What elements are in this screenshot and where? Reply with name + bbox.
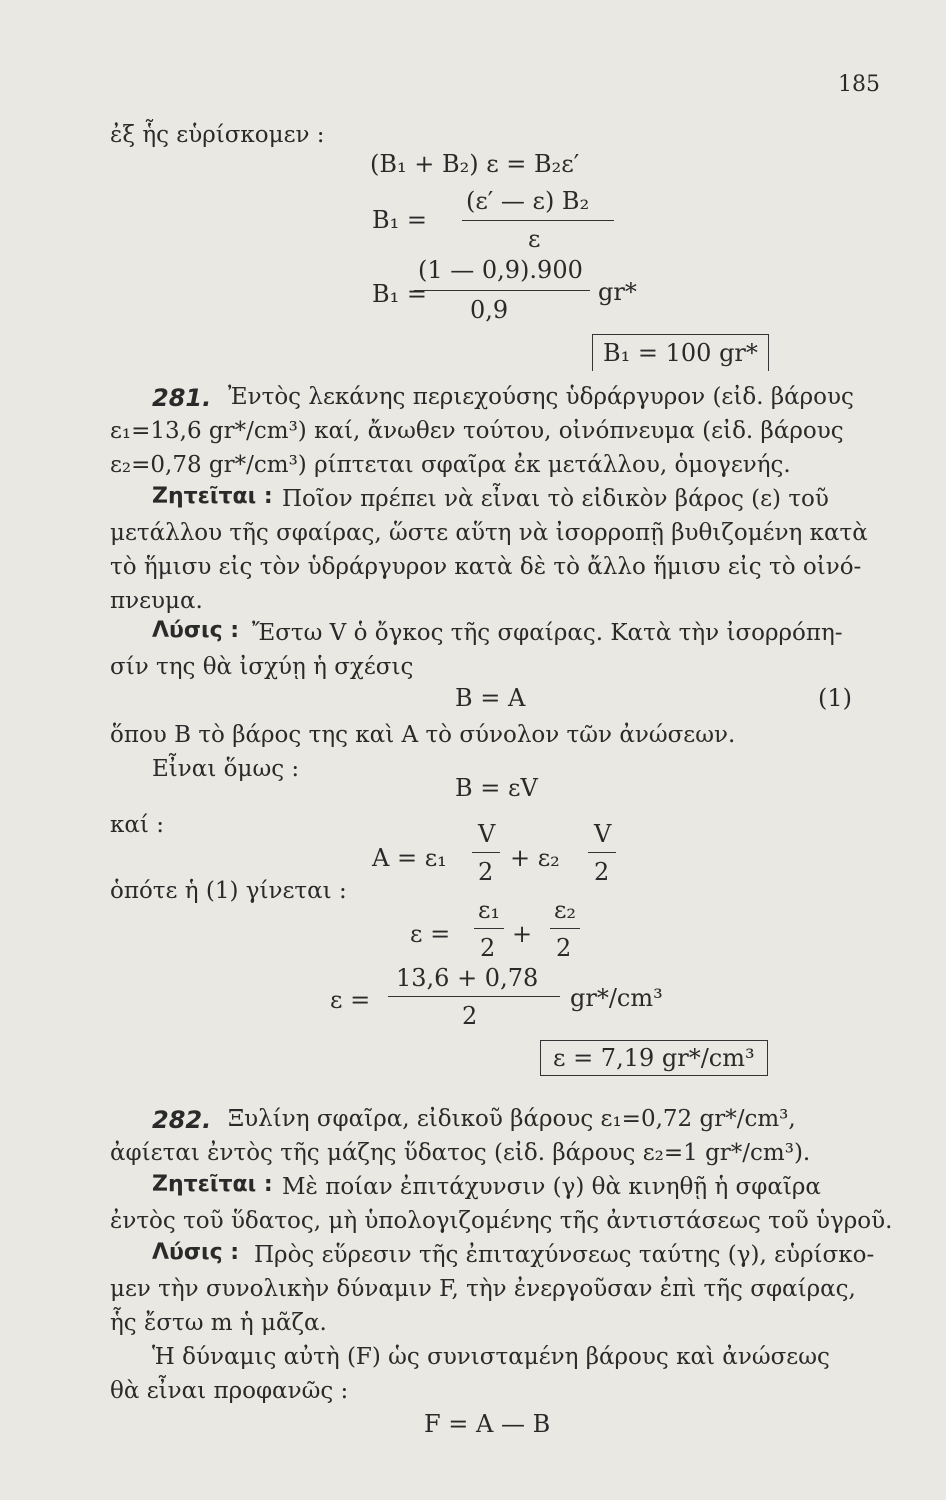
- problem-281-line-1: Ἐντὸς λεκάνης περιεχούσης ὑδράργυρον (εἰδ. βάρους: [228, 384, 854, 410]
- equation-E-numerator-1: ε₁: [478, 896, 501, 924]
- problem-282-asked-line-1: Μὲ ποίαν ἐπιτάχυνσιν (γ) θὰ κινηθῇ ἡ σφαῖρα: [282, 1174, 821, 1200]
- problem-281-line-2: ε₁=13,6 gr*/cm³) καί, ἄνωθεν τούτου, οἰνόπνευμα (εἰδ. βάρους: [110, 418, 844, 444]
- equation-balance-tag: (1): [818, 684, 852, 712]
- problem-281-solution-label: Λύσις :: [152, 618, 240, 643]
- equation-weight: B = εV: [455, 774, 538, 802]
- problem-281-number: 281.: [152, 384, 212, 412]
- equation-A-denominator-1: 2: [478, 858, 494, 886]
- force-line-2: θὰ εἶναι προφανῶς :: [110, 1378, 349, 1404]
- problem-281-asked-line-2: μετάλλου τῆς σφαίρας, ὥστε αὕτη νὰ ἰσορροπῇ βυθιζομένη κατὰ: [110, 520, 868, 546]
- equation-3-denominator: 0,9: [470, 296, 509, 324]
- problem-282-line-1: Ξυλίνη σφαῖρα, εἰδικοῦ βάρους ε₁=0,72 gr*/cm³,: [228, 1106, 796, 1132]
- equation-A-numerator-1: V: [478, 820, 496, 848]
- problem-282-solution-line-3: ἧς ἔστω m ἡ μᾶζα.: [110, 1310, 327, 1336]
- equation-E2-fraction-bar: [388, 996, 560, 997]
- problem-282-number: 282.: [152, 1106, 212, 1134]
- equation-E-lhs: ε =: [410, 920, 451, 948]
- problem-281-asked-label: Ζητεῖται :: [152, 484, 273, 509]
- hence-line: ὁπότε ἡ (1) γίνεται :: [110, 878, 347, 904]
- problem-282-line-2: ἀφίεται ἐντὸς τῆς μάζης ὕδατος (εἰδ. βάρους ε₂=1 gr*/cm³).: [110, 1140, 811, 1166]
- equation-E2-numerator: 13,6 + 0,78: [396, 964, 539, 992]
- equation-force: F = A — B: [424, 1410, 551, 1438]
- problem-281-asked-line-4: πνευμα.: [110, 588, 203, 614]
- where-line: ὅπου B τὸ βάρος της καὶ A τὸ σύνολον τῶν ἀνώσεων.: [110, 722, 736, 748]
- equation-A-numerator-2: V: [594, 820, 612, 848]
- equation-2-denominator: ε: [528, 225, 541, 253]
- intro-text: ἐξ ἧς εὑρίσκομεν :: [110, 122, 325, 148]
- problem-281-solution-line-2: σίν της θὰ ἰσχύῃ ἡ σχέσις: [110, 654, 414, 680]
- equation-E2-lhs: ε =: [330, 986, 371, 1014]
- problem-281-asked-line-1: Ποῖον πρέπει νὰ εἶναι τὸ εἰδικὸν βάρος (ε) τοῦ: [282, 486, 829, 512]
- equation-A-fraction-bar-1: [472, 852, 500, 853]
- equation-E-fraction-bar-2: [550, 928, 580, 929]
- problem-282-solution-line-1: Πρὸς εὕρεσιν τῆς ἐπιταχύνσεως ταύτης (γ), εὑρίσκο-: [254, 1242, 875, 1268]
- equation-2-numerator: (ε′ — ε) B₂: [466, 187, 590, 215]
- and-label: καί :: [110, 812, 164, 838]
- equation-A-plus: + ε₂: [510, 844, 560, 872]
- equation-A-denominator-2: 2: [594, 858, 610, 886]
- equation-E-denominator-1: 2: [480, 934, 496, 962]
- equation-balance: B = A: [455, 684, 526, 712]
- equation-3-lhs: B₁ =: [372, 280, 427, 308]
- problem-282-asked-label: Ζητεῖται :: [152, 1172, 273, 1197]
- equation-3-unit: gr*: [598, 278, 637, 306]
- equation-E2-denominator: 2: [462, 1002, 478, 1030]
- problem-281-solution-line-1: Ἔστω V ὁ ὄγκος τῆς σφαίρας. Κατὰ τὴν ἰσορρόπη-: [252, 620, 843, 646]
- equation-E-plus: +: [512, 920, 533, 948]
- equation-2-lhs: B₁ =: [372, 206, 427, 234]
- equation-E2-unit: gr*/cm³: [570, 984, 663, 1012]
- problem-281-asked-line-3: τὸ ἥμισυ εἰς τὸν ὑδράργυρον κατὰ δὲ τὸ ἄλλο ἥμισυ εἰς τὸ οἰνό-: [110, 554, 862, 580]
- page-number: 185: [838, 72, 880, 97]
- result-box-2: ε = 7,19 gr*/cm³: [540, 1040, 768, 1076]
- equation-3-fraction-bar: [414, 290, 590, 291]
- equation-3-numerator: (1 — 0,9).900: [418, 256, 583, 284]
- problem-281-line-3: ε₂=0,78 gr*/cm³) ρίπτεται σφαῖρα ἐκ μετάλλου, ὁμογενής.: [110, 452, 791, 478]
- equation-E-fraction-bar-1: [474, 928, 504, 929]
- equation-E-numerator-2: ε₂: [554, 896, 577, 924]
- force-line-1: Ἡ δύναμις αὐτὴ (F) ὡς συνισταμένη βάρους καὶ ἀνώσεως: [152, 1344, 830, 1370]
- equation-E-denominator-2: 2: [556, 934, 572, 962]
- equation-A-fraction-bar-2: [588, 852, 616, 853]
- result-box-1: B₁ = 100 gr*: [592, 334, 769, 371]
- equation-1: (B₁ + B₂) ε = B₂ε′: [370, 150, 580, 178]
- equation-2-fraction-bar: [462, 220, 614, 221]
- but-line: Εἶναι ὅμως :: [152, 756, 300, 782]
- problem-282-solution-line-2: μεν τὴν συνολικὴν δύναμιν F, τὴν ἐνεργοῦσαν ἐπὶ τῆς σφαίρας,: [110, 1276, 856, 1302]
- problem-282-solution-label: Λύσις :: [152, 1240, 240, 1265]
- problem-282-asked-line-2: ἐντὸς τοῦ ὕδατος, μὴ ὑπολογιζομένης τῆς ἀντιστάσεως τοῦ ὑγροῦ.: [110, 1208, 893, 1234]
- equation-A-lhs: A = ε₁: [372, 844, 447, 872]
